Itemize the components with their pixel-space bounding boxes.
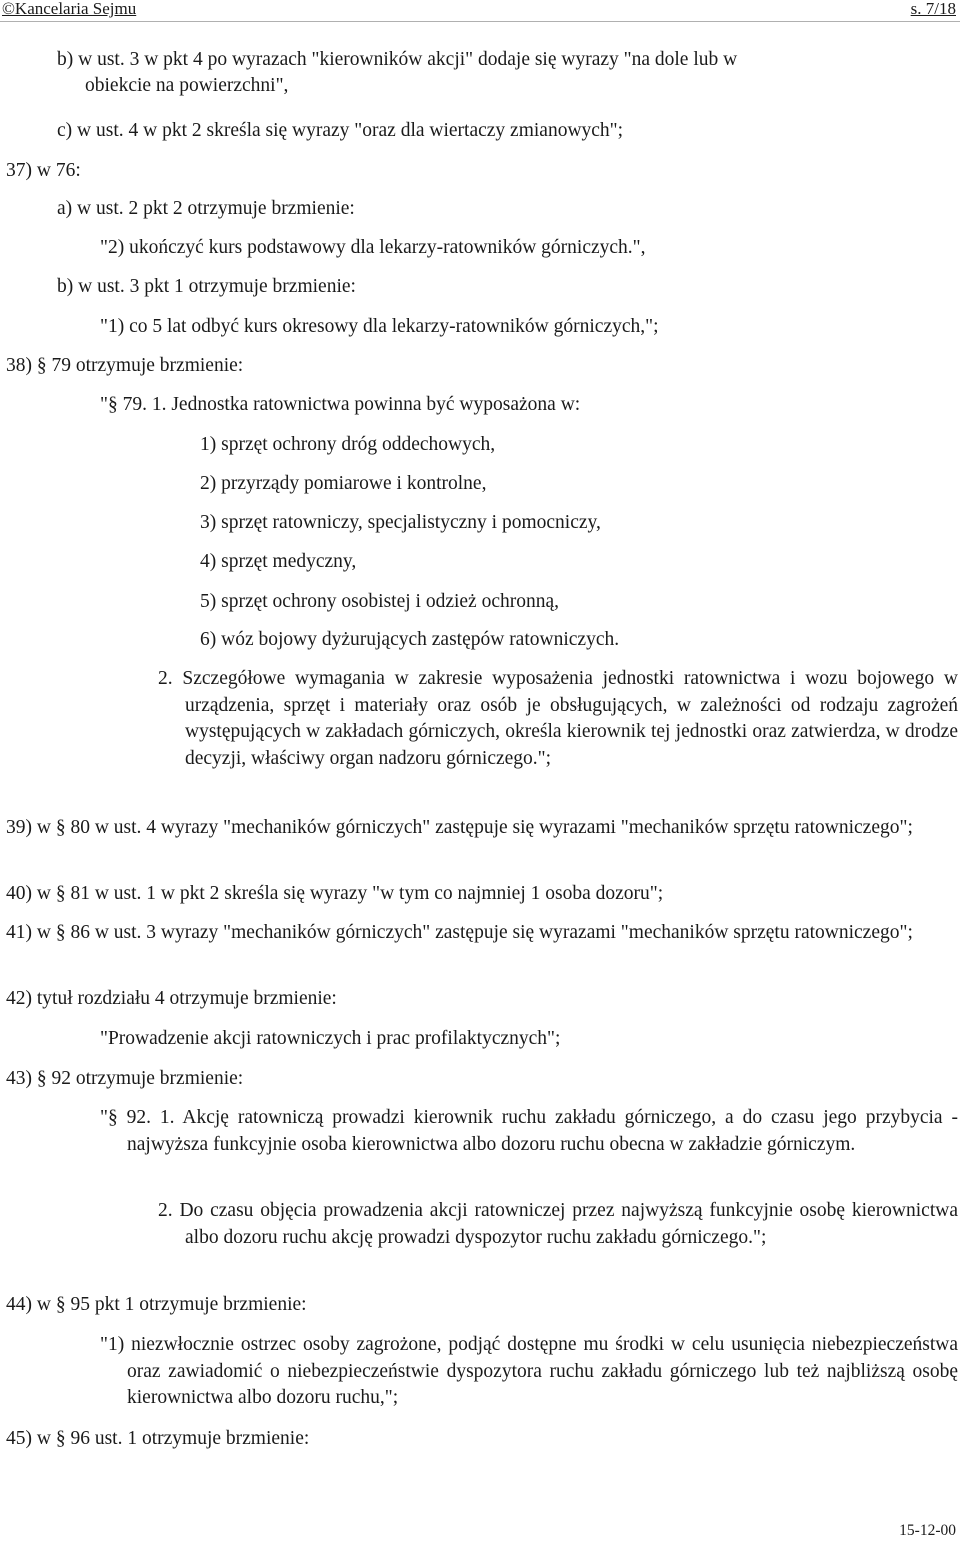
amendment-b-line1: b) w ust. 3 w pkt 4 po wyrazach "kierowników akcji" dodaje się wyrazy "na dole lub w	[57, 49, 738, 70]
section-95-point-1: "1) niezwłocznie ostrzec osoby zagrożone, podjąć dostępne mu środki w celu usunięcia niebezpieczeństwa oraz zawiadomić o niebezpieczeństwie dyspozytora ruchu zakładu górniczego lub też najbliższą osobę kierownictwa albo dozoru ruchu,";	[100, 1334, 958, 1408]
equipment-item-6: 6) wóz bojowy dyżurujących zastępów ratowniczych.	[200, 629, 620, 650]
section-79-2: 2. Szczegółowe wymagania w zakresie wyposażenia jednostki ratownictwa i wozu bojowego w urządzenia, sprzęt i materiały oraz osób je obsługujących, w zależności od rodzaju zagrożeń występujących w zakładach górniczych, określa kierownik tej jednostki oraz zatwierdza, w drodze decyzji, właściwy organ nadzoru górniczego.";	[158, 668, 958, 769]
equipment-item-4: 4) sprzęt medyczny,	[200, 551, 357, 572]
page-number[interactable]: s. 7/18	[910, 0, 956, 18]
equipment-item-5: 5) sprzęt ochrony osobistej i odzież ochronną,	[200, 591, 560, 612]
item-42-quote: "Prowadzenie akcji ratowniczych i prac profilaktycznych";	[100, 1028, 561, 1049]
item-37-b: b) w ust. 3 pkt 1 otrzymuje brzmienie:	[57, 276, 356, 297]
equipment-item-2: 2) przyrządy pomiarowe i kontrolne,	[200, 473, 487, 494]
item-37-b-quote: "1) co 5 lat odbyć kurs okresowy dla lekarzy-ratowników górniczych,";	[100, 316, 659, 337]
amendment-b-line2: obiekcie na powierzchni",	[85, 75, 289, 96]
item-37-a: a) w ust. 2 pkt 2 otrzymuje brzmienie:	[57, 198, 355, 219]
item-39: 39) w § 80 w ust. 4 wyrazy "mechaników górniczych" zastępuje się wyrazami "mechaników sprzętu ratowniczego";	[6, 817, 913, 838]
footer-date: 15-12-00	[899, 1522, 956, 1539]
item-45: 45) w § 96 ust. 1 otrzymuje brzmienie:	[6, 1428, 310, 1449]
item-42: 42) tytuł rozdziału 4 otrzymuje brzmienie:	[6, 988, 337, 1009]
item-41: 41) w § 86 w ust. 3 wyrazy "mechaników górniczych" zastępuje się wyrazami "mechaników sprzętu ratowniczego";	[6, 922, 913, 943]
item-40: 40) w § 81 w ust. 1 w pkt 2 skreśla się wyrazy "w tym co najmniej 1 osoba dozoru";	[6, 883, 664, 904]
item-37: 37) w 76:	[6, 160, 81, 181]
item-37-a-quote: "2) ukończyć kurs podstawowy dla lekarzy-ratowników górniczych.",	[100, 237, 646, 258]
item-44: 44) w § 95 pkt 1 otrzymuje brzmienie:	[6, 1294, 307, 1315]
source-label[interactable]: ©Kancelaria Sejmu	[2, 0, 137, 18]
item-43: 43) § 92 otrzymuje brzmienie:	[6, 1068, 244, 1089]
section-92-2: 2. Do czasu objęcia prowadzenia akcji ratowniczej przez najwyższą funkcyjnie osobę kierownictwa albo dozoru ruchu akcję prowadzi dyspozytor ruchu zakładu górniczego.";	[158, 1200, 958, 1248]
item-38: 38) § 79 otrzymuje brzmienie:	[6, 355, 244, 376]
equipment-item-3: 3) sprzęt ratowniczy, specjalistyczny i pomocniczy,	[200, 512, 601, 533]
header-divider	[0, 21, 960, 22]
section-79-1: "§ 79. 1. Jednostka ratownictwa powinna być wyposażona w:	[100, 394, 581, 415]
equipment-item-1: 1) sprzęt ochrony dróg oddechowych,	[200, 434, 496, 455]
section-92-1: "§ 92. 1. Akcję ratowniczą prowadzi kierownik ruchu zakładu górniczego, a do czasu jego przybycia - najwyższa funkcyjnie osoba kierownictwa albo dozoru ruchu obecna w zakładzie górniczym.	[100, 1107, 958, 1155]
amendment-c: c) w ust. 4 w pkt 2 skreśla się wyrazy "oraz dla wiertaczy zmianowych";	[57, 120, 624, 141]
